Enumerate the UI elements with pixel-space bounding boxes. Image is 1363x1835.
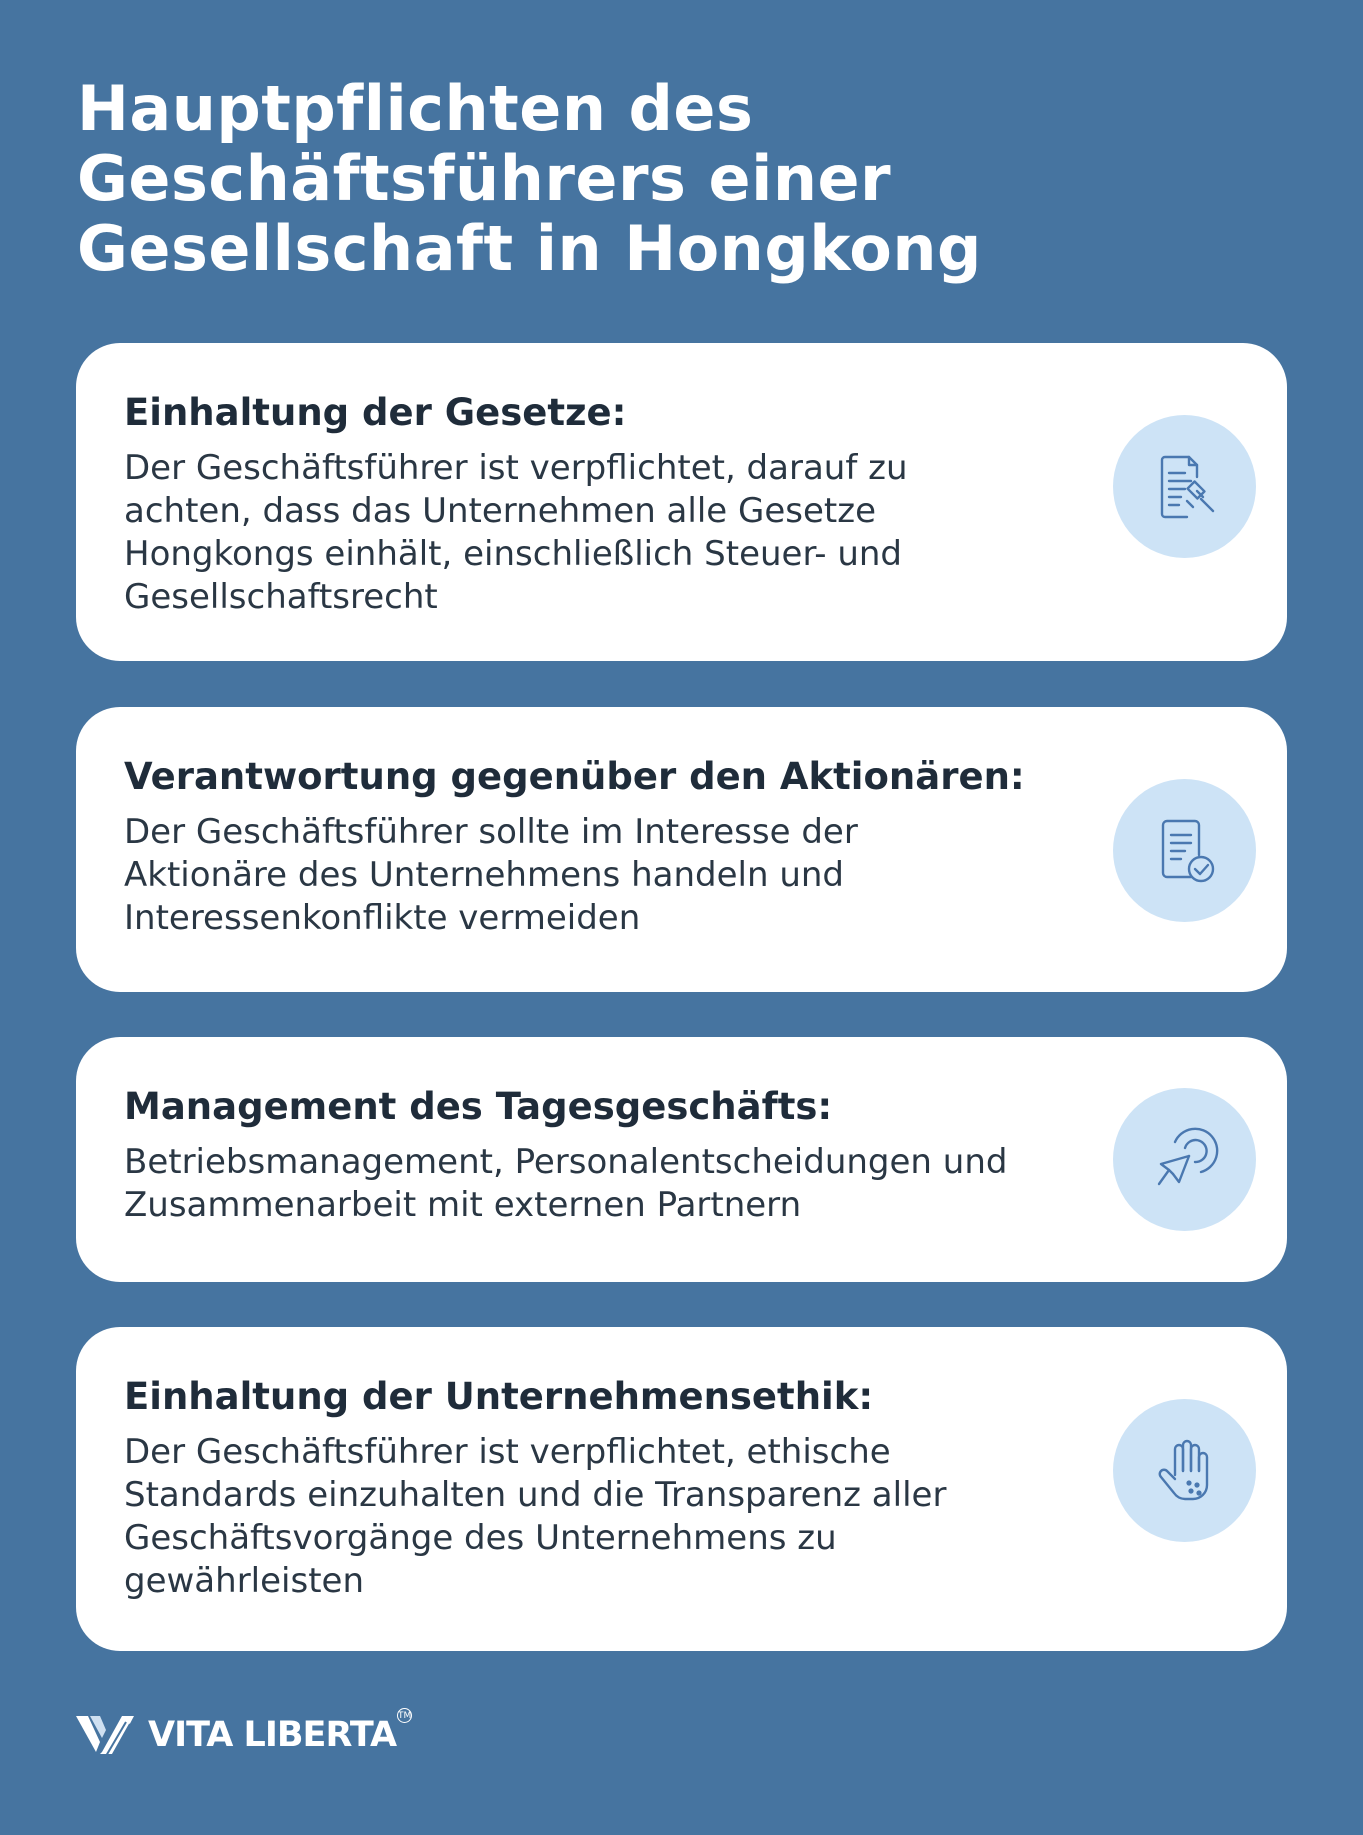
target-arrow-icon [1113, 1088, 1256, 1231]
duty-card-laws [76, 343, 1287, 661]
card-text: Der Geschäftsführer sollte im Interesse der Aktionäre des Unternehmens handeln und Interessenkonflikte vermeiden [124, 812, 858, 938]
trademark-mark: TM [397, 1708, 412, 1723]
duty-card-shareholders [76, 707, 1287, 992]
duty-card-daily-business [76, 1037, 1287, 1282]
page-title: Hauptpflichten des Geschäftsführers einer Gesellschaft in Hongkong [77, 72, 982, 285]
card-text: Der Geschäftsführer ist verpflichtet, ethische Standards einzuhalten und die Transparenz aller Geschäftsvorgänge des Unternehmens zu gewährleisten [124, 1432, 947, 1601]
document-check-icon [1113, 779, 1256, 922]
card-heading: Verantwortung gegenüber den Aktionären: [124, 755, 1025, 798]
card-text: Der Geschäftsführer ist verpflichtet, darauf zu achten, dass das Unternehmen alle Gesetze Hongkongs einhält, einschließlich Steuer- und Gesellschaftsrecht [124, 448, 908, 617]
card-heading: Management des Tagesgeschäfts: [124, 1085, 833, 1128]
logo-text: VITA LIBERTA [148, 1715, 397, 1755]
logo-mark-icon [76, 1712, 136, 1758]
vita-liberta-logo [76, 1712, 412, 1758]
card-text: Betriebsmanagement, Personalentscheidungen und Zusammenarbeit mit externen Partnern [124, 1142, 1008, 1225]
duty-card-ethics [76, 1327, 1287, 1651]
card-heading: Einhaltung der Unternehmensethik: [124, 1375, 874, 1418]
card-heading: Einhaltung der Gesetze: [124, 391, 627, 434]
raised-hand-icon [1113, 1399, 1256, 1542]
document-gavel-icon [1113, 415, 1256, 558]
